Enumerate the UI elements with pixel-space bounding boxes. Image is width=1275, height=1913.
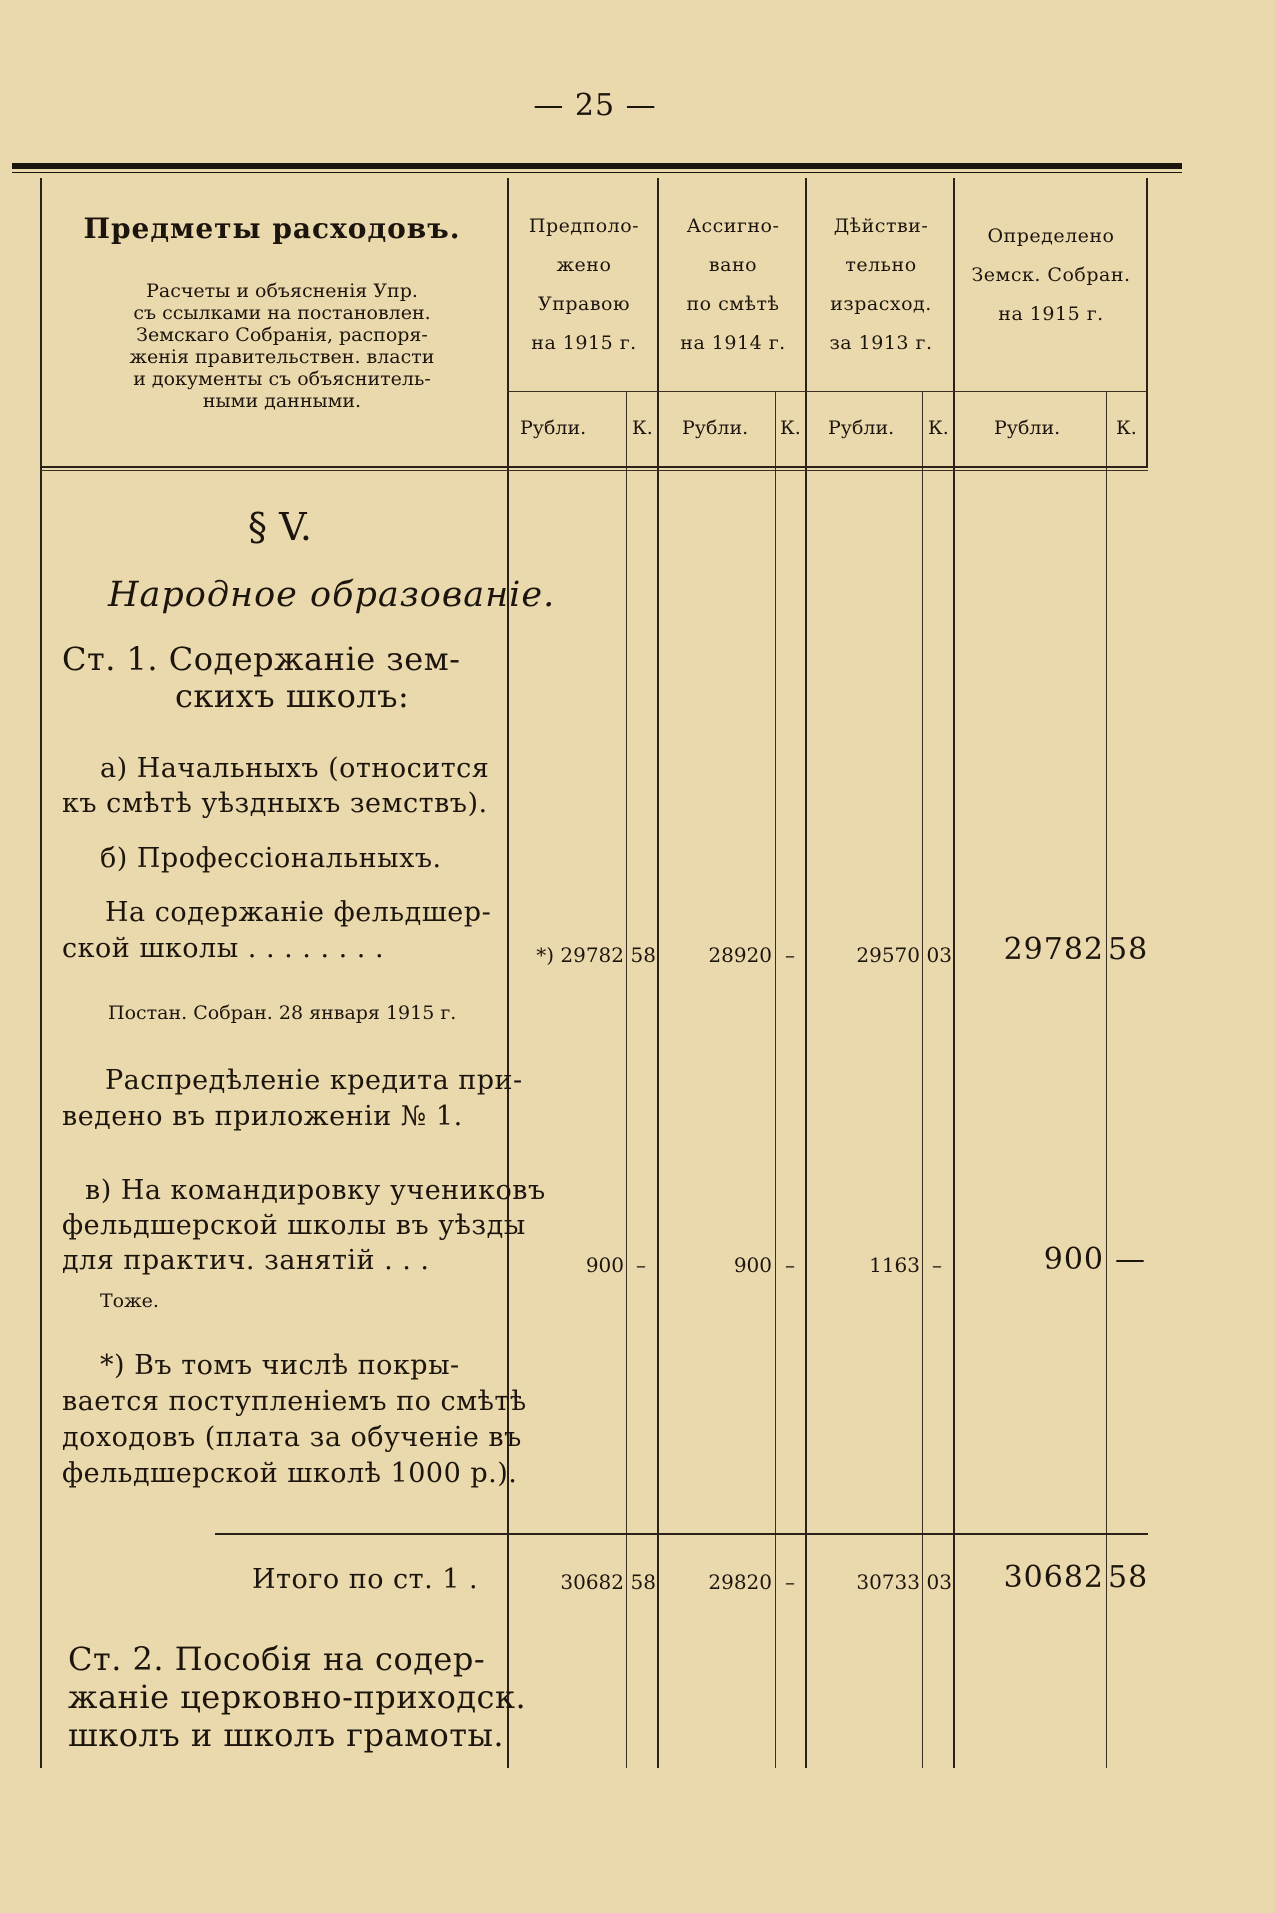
total-determined-kop: 58 [1108, 1560, 1149, 1595]
feldsher-determined-rub: 29782 [1003, 932, 1104, 967]
page-number: — 25 — [533, 88, 657, 123]
total-proposed-rub: 30682 [560, 1570, 624, 1594]
distribution-line-2: ведено въ приложеніи № 1. [62, 1101, 463, 1132]
feldsher-line-1: На содержаніе фельдшер- [105, 897, 492, 928]
v-assigned-rub: 900 [733, 1253, 772, 1277]
article-2-line-1: Ст. 2. Пособія на содер- [68, 1640, 486, 1678]
unit-rubles: Рубли. [828, 417, 895, 439]
kopek-divider [626, 392, 627, 1768]
footnote-line-4: фельдшерской школѣ 1000 р.). [62, 1458, 518, 1489]
feldsher-proposed-rub: *) 29782 [536, 943, 624, 967]
unit-kopeks: К. [1116, 417, 1137, 439]
column-divider [657, 178, 659, 1768]
kopek-divider [775, 392, 776, 1768]
total-spent-rub: 30733 [856, 1570, 920, 1594]
v-spent-kop: – [932, 1253, 942, 1277]
section-title: Народное образованіе. [108, 575, 556, 615]
unit-kopeks: К. [928, 417, 949, 439]
unit-rubles: Рубли. [682, 417, 749, 439]
footnote-line-3: доходовъ (плата за обученіе въ [62, 1422, 522, 1453]
v-proposed-kop: – [636, 1253, 646, 1277]
total-proposed-kop: 58 [630, 1570, 656, 1594]
feldsher-determined-kop: 58 [1108, 932, 1149, 967]
column-divider [507, 178, 509, 1768]
table-border-left [40, 178, 42, 1768]
item-b: б) Профессіональныхъ. [100, 843, 442, 874]
footnote-line-2: вается поступленіемъ по смѣтѣ [62, 1386, 527, 1417]
total-determined-rub: 30682 [1003, 1560, 1104, 1595]
column-header-assigned: Ассигно- вано по смѣтѣ на 1914 г. [680, 215, 786, 354]
header-subtitle: Расчеты и объясненія Упр. съ ссылками на постановлен. Земскаго Собранія, распоря- женія правительствен. власти и документы съ объяснитель- ными данными. [129, 280, 435, 412]
article-1-line-2: скихъ школъ: [175, 677, 410, 715]
total-rule [215, 1533, 1148, 1535]
column-divider [805, 178, 807, 1768]
v-assigned-kop: – [785, 1253, 795, 1277]
total-spent-kop: 03 [926, 1570, 952, 1594]
header-title: Предметы расходовъ. [83, 212, 461, 245]
unit-kopeks: К. [780, 417, 801, 439]
kopek-divider [922, 392, 923, 1768]
header-bottom-rule [40, 466, 1148, 468]
kopek-divider [1106, 392, 1107, 1768]
feldsher-proposed-kop: 58 [630, 943, 656, 967]
column-header-determined: Определено Земск. Собран. на 1915 г. [971, 225, 1131, 325]
item-v-line-3: для практич. занятій . . . [62, 1245, 430, 1276]
footnote-line-1: *) Въ томъ числѣ покры- [100, 1350, 460, 1381]
item-v-line-1: в) На командировку учениковъ [85, 1175, 546, 1206]
total-assigned-kop: – [785, 1570, 795, 1594]
feldsher-spent-rub: 29570 [856, 943, 920, 967]
item-a-line-1: а) Начальныхъ (относится [100, 753, 490, 784]
distribution-line-1: Распредѣленіе кредита при- [105, 1065, 523, 1096]
v-proposed-rub: 900 [585, 1253, 624, 1277]
v-determined-kop: — [1115, 1242, 1146, 1277]
v-spent-rub: 1163 [869, 1253, 920, 1277]
feldsher-assigned-rub: 28920 [708, 943, 772, 967]
unit-kopeks: К. [632, 417, 653, 439]
top-rule [12, 163, 1182, 169]
header-bottom-rule-thin [40, 470, 1148, 471]
resolution-note: Постан. Собран. 28 января 1915 г. [108, 1002, 457, 1024]
column-header-proposed: Предполо- жено Управою на 1915 г. [528, 215, 640, 354]
feldsher-spent-kop: 03 [926, 943, 952, 967]
feldsher-assigned-kop: – [785, 943, 795, 967]
section-number: § V. [248, 505, 312, 549]
item-v-line-2: фельдшерской школы въ уѣзды [62, 1210, 526, 1241]
total-label: Итого по ст. 1 . [252, 1564, 479, 1595]
v-determined-rub: 900 [1043, 1242, 1104, 1277]
header-subrule [507, 391, 1147, 392]
article-1-line-1: Ст. 1. Содержаніе зем- [62, 640, 461, 678]
unit-rubles: Рубли. [994, 417, 1061, 439]
total-assigned-rub: 29820 [708, 1570, 772, 1594]
unit-rubles: Рубли. [520, 417, 587, 439]
article-2-line-2: жаніе церковно-приходск. [68, 1678, 527, 1716]
article-2-line-3: школъ и школъ грамоты. [68, 1716, 505, 1754]
column-header-spent: Дѣйстви- тельно израсход. за 1913 г. [829, 215, 933, 354]
column-divider [953, 178, 955, 1768]
same-note: Тоже. [100, 1290, 159, 1312]
top-rule-thin [12, 172, 1182, 173]
item-a-line-2: къ смѣтѣ уѣздныхъ земствъ). [62, 788, 488, 819]
feldsher-line-2: ской школы . . . . . . . . [62, 933, 385, 964]
